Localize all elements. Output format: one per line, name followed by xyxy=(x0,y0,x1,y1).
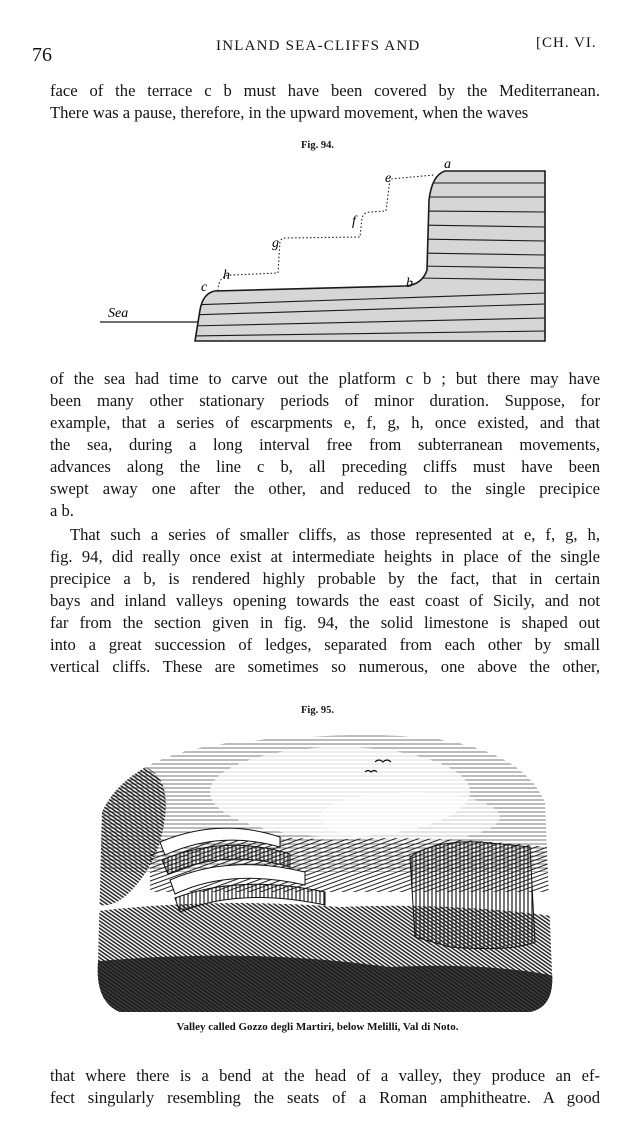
figure-95-label: Fig. 95. xyxy=(301,705,334,716)
text-line: precipice a b, is rendered highly probable by the fact, that in certain xyxy=(50,569,600,588)
text-line: been many other stationary periods of minor duration. Suppose, for xyxy=(50,391,600,410)
label-b: b xyxy=(406,276,413,291)
page-header xyxy=(0,30,635,64)
text-line: That such a series of smaller cliffs, as those represented at e, f, g, h, xyxy=(70,525,600,544)
figure-95-caption: Valley called Gozzo degli Martiri, below Melilli, Val di Noto. xyxy=(176,1021,459,1033)
text-line: bays and inland valleys opening towards the east coast of Sicily, and not xyxy=(50,591,600,610)
former-cliffs-dotted xyxy=(218,175,434,291)
figure-94-diagram xyxy=(100,155,550,345)
text-line: fect singularly resembling the seats of a Roman amphitheatre. A good xyxy=(50,1088,600,1107)
page-number: 76 xyxy=(32,44,52,66)
running-title: INLAND SEA-CLIFFS AND xyxy=(216,38,421,54)
label-g: g xyxy=(272,236,279,251)
chapter-marker: [CH. VI. xyxy=(536,35,597,51)
text-line: advances along the line c b, all preceding cliffs must have been xyxy=(50,457,600,476)
label-h: h xyxy=(223,268,230,283)
figure-95-engraving xyxy=(90,722,560,1017)
label-c: c xyxy=(201,280,208,295)
label-e: e xyxy=(385,171,392,186)
text-line: far from the section given in fig. 94, the solid limestone is shaped out xyxy=(50,613,600,632)
text-line: a b. xyxy=(50,501,74,520)
text-line: the sea, during a long interval free from subterranean movements, xyxy=(50,435,600,454)
label-a: a xyxy=(444,157,451,172)
sea-label: Sea xyxy=(108,306,129,321)
text-line: into a great succession of ledges, separated from each other by small xyxy=(50,635,600,654)
text-line: face of the terrace c b must have been covered by the Mediterranean. xyxy=(50,81,600,100)
right-cliff xyxy=(410,842,535,949)
figure-94-label: Fig. 94. xyxy=(301,140,334,151)
text-line: of the sea had time to carve out the platform c b ; but there may have xyxy=(50,369,600,388)
text-line: fig. 94, did really once exist at intermediate heights in place of the single xyxy=(50,547,600,566)
text-line: that where there is a bend at the head of a valley, they produce an ef- xyxy=(50,1066,600,1085)
cloud xyxy=(320,792,500,842)
text-line: vertical cliffs. These are sometimes so numerous, one above the other, xyxy=(50,657,600,676)
text-line: There was a pause, therefore, in the upward movement, when the waves xyxy=(50,103,529,122)
text-line: example, that a series of escarpments e, f, g, h, once existed, and that xyxy=(50,413,600,432)
label-f: f xyxy=(352,214,356,229)
text-line: swept away one after the other, and reduced to the single precipice xyxy=(50,479,600,498)
